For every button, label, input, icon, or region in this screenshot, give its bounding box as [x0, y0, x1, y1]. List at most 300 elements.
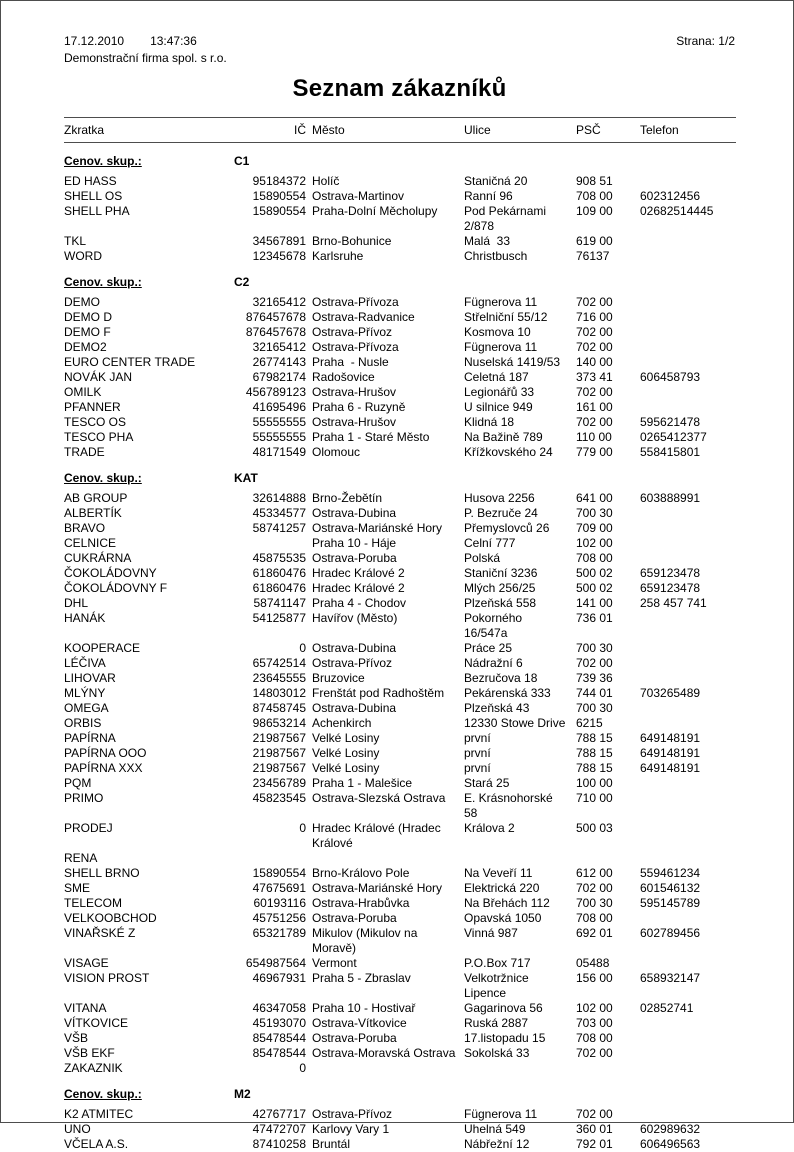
cell-telefon — [640, 551, 736, 566]
cell-ulice: Na Veveří 11 — [464, 866, 533, 880]
cell-zkratka: UNO — [64, 1122, 91, 1136]
cell-ic: 58741147 — [253, 596, 306, 610]
cell-ulice: Mlých 256/25 — [464, 581, 536, 595]
cell-zkratka: VINAŘSKÉ Z — [64, 926, 136, 940]
cell-ic: 21987567 — [252, 761, 306, 775]
customer-row — [64, 566, 736, 581]
cell-psc: 736 01 — [576, 611, 613, 625]
customer-row — [64, 295, 736, 310]
cell-zkratka: K2 ATMITEC — [64, 1107, 134, 1121]
cell-psc: 702 00 — [576, 1107, 613, 1121]
cell-ulice: Fügnerova 11 — [464, 340, 538, 354]
cell-telefon — [640, 851, 736, 866]
cell-psc: 156 00 — [576, 971, 613, 985]
cell-ic: 654987564 — [245, 956, 306, 970]
cell-mesto: Velké Losiny — [312, 731, 380, 745]
cell-ulice: Králova 2 — [464, 821, 515, 835]
cell-ulice: P.O.Box 717 — [464, 956, 531, 970]
cell-zkratka: VELKOOBCHOD — [64, 911, 157, 925]
cell-ic: 32165412 — [252, 340, 306, 354]
customer-row — [64, 400, 736, 415]
customer-row — [64, 521, 736, 536]
cell-mesto: Praha 6 - Ruzyně — [312, 400, 406, 414]
cell-ulice: Ranní 96 — [464, 189, 513, 203]
cell-zkratka: PQM — [64, 776, 92, 790]
cell-telefon: 595621478 — [640, 415, 701, 429]
cell-zkratka: VISAGE — [64, 956, 109, 970]
cell-ulice: Staniční 3236 — [464, 566, 538, 580]
customer-row — [64, 310, 736, 325]
column-header-ulice: Ulice — [464, 118, 576, 143]
cell-ic: 0 — [299, 821, 306, 835]
cell-mesto: Ostrava-Hrušov — [312, 385, 397, 399]
cell-ulice: Celní 777 — [464, 536, 516, 550]
customer-row — [64, 506, 736, 521]
cell-ulice: U silnice 949 — [464, 400, 533, 414]
cell-ulice: Elektrická 220 — [464, 881, 540, 895]
cell-mesto: Ostrava-Mariánské Hory — [312, 521, 443, 535]
cell-psc: 140 00 — [576, 355, 613, 369]
cell-telefon — [640, 821, 736, 851]
cell-zkratka: VŠB — [64, 1031, 89, 1045]
cell-ic: 34567891 — [252, 234, 306, 248]
group-code: M2 — [234, 1087, 251, 1101]
cell-telefon — [640, 355, 736, 370]
customer-row — [64, 340, 736, 355]
cell-telefon: 258 457 741 — [640, 596, 707, 610]
cell-telefon — [640, 310, 736, 325]
cell-telefon: 649148191 — [640, 761, 701, 775]
cell-ic: 87458745 — [252, 701, 306, 715]
column-header-mesto: Město — [312, 118, 464, 143]
cell-ulice: Stará 25 — [464, 776, 510, 790]
customer-row — [64, 926, 736, 956]
cell-telefon — [640, 911, 736, 926]
cell-zkratka: VISION PROST — [64, 971, 150, 985]
cell-mesto — [312, 851, 464, 866]
cell-telefon: 559461234 — [640, 866, 701, 880]
cell-ulice: Na Břehách 112 — [464, 896, 550, 910]
cell-zkratka: LIHOVAR — [64, 671, 116, 685]
cell-telefon — [640, 791, 736, 821]
cell-ic: 12345678 — [252, 249, 306, 263]
cell-ic: 0 — [299, 641, 306, 655]
cell-mesto: Ostrava-Slezská Ostrava — [312, 791, 446, 805]
cell-telefon — [640, 611, 736, 641]
cell-zkratka: AB GROUP — [64, 491, 128, 505]
cell-mesto: Praha 1 - Staré Město — [312, 430, 430, 444]
cell-psc: 708 00 — [576, 551, 613, 565]
cell-ic: 61860476 — [252, 566, 306, 580]
group-header-row — [64, 143, 736, 175]
cell-psc: 141 00 — [576, 596, 613, 610]
customer-row — [64, 536, 736, 551]
cell-zkratka: ALBERTÍK — [64, 506, 122, 520]
cell-ulice: Husova 2256 — [464, 491, 535, 505]
customer-row — [64, 1061, 736, 1076]
customer-row — [64, 611, 736, 641]
cell-psc: 05488 — [576, 956, 610, 970]
cell-ic: 46967931 — [252, 971, 306, 985]
cell-ulice: Sokolská 33 — [464, 1046, 530, 1060]
customer-row — [64, 1016, 736, 1031]
cell-psc: 708 00 — [576, 911, 613, 925]
cell-zkratka: PRODEJ — [64, 821, 113, 835]
cell-psc: 161 00 — [576, 400, 613, 414]
cell-mesto: Brno-Královo Pole — [312, 866, 410, 880]
cell-psc: 708 00 — [576, 1031, 613, 1045]
cell-telefon — [640, 956, 736, 971]
cell-zkratka: NOVÁK JAN — [64, 370, 133, 384]
customer-row — [64, 731, 736, 746]
cell-psc: 710 00 — [576, 791, 613, 805]
cell-mesto: Vermont — [312, 956, 357, 970]
cell-ulice: Křížkovského 24 — [464, 445, 553, 459]
cell-zkratka: SME — [64, 881, 91, 895]
cell-telefon — [640, 506, 736, 521]
cell-telefon: 603888991 — [640, 491, 701, 505]
customer-row — [64, 596, 736, 611]
cell-zkratka: BRAVO — [64, 521, 106, 535]
group-label: Cenov. skup.: — [64, 154, 142, 168]
cell-ulice: Střelniční 55/12 — [464, 310, 548, 324]
cell-telefon — [640, 1046, 736, 1061]
cell-ic: 45193070 — [252, 1016, 306, 1030]
report-datetime — [64, 34, 197, 48]
customer-row — [64, 956, 736, 971]
cell-ic: 45334577 — [252, 506, 306, 520]
cell-mesto: Olomouc — [312, 445, 361, 459]
cell-ic: 55555555 — [252, 415, 306, 429]
cell-ic: 46347058 — [252, 1001, 306, 1015]
cell-zkratka: HANÁK — [64, 611, 106, 625]
cell-ulice: Polská — [464, 551, 501, 565]
cell-mesto: Ostrava-Vítkovice — [312, 1016, 407, 1030]
cell-ulice: Přemyslovců 26 — [464, 521, 550, 535]
cell-zkratka: PFANNER — [64, 400, 121, 414]
cell-mesto: Hradec Králové 2 — [312, 581, 405, 595]
customer-row — [64, 866, 736, 881]
customer-row — [64, 791, 736, 821]
cell-zkratka: OMEGA — [64, 701, 109, 715]
customer-row — [64, 445, 736, 460]
cell-ulice — [464, 851, 576, 866]
cell-telefon — [640, 295, 736, 310]
customer-row — [64, 491, 736, 506]
cell-mesto: Ostrava-Hrabůvka — [312, 896, 410, 910]
cell-ulice: Legionářů 33 — [464, 385, 535, 399]
cell-ic — [234, 536, 312, 551]
cell-mesto: Achenkirch — [312, 716, 372, 730]
cell-psc — [576, 851, 640, 866]
cell-zkratka: ČOKOLÁDOVNY F — [64, 581, 168, 595]
cell-zkratka: TESCO PHA — [64, 430, 134, 444]
cell-telefon — [640, 1016, 736, 1031]
customer-row — [64, 686, 736, 701]
customer-row — [64, 1137, 736, 1152]
cell-telefon: 649148191 — [640, 731, 701, 745]
cell-psc: 700 30 — [576, 641, 613, 655]
cell-psc: 702 00 — [576, 1046, 613, 1060]
company-name: Demonstrační firma spol. s r.o. — [64, 51, 227, 65]
cell-zkratka: PRIMO — [64, 791, 104, 805]
cell-psc: 500 03 — [576, 821, 613, 835]
customer-row — [64, 581, 736, 596]
cell-ic: 21987567 — [252, 746, 306, 760]
cell-ulice: Malá 33 — [464, 234, 511, 248]
cell-psc: 100 00 — [576, 776, 613, 790]
cell-psc: 102 00 — [576, 1001, 613, 1015]
cell-ulice: Klidná 18 — [464, 415, 515, 429]
cell-telefon: 595145789 — [640, 896, 701, 910]
cell-ulice: Uhelná 549 — [464, 1122, 526, 1136]
cell-mesto: Radošovice — [312, 370, 375, 384]
cell-ulice: první — [464, 761, 491, 775]
customer-row — [64, 641, 736, 656]
cell-telefon: 658932147 — [640, 971, 701, 985]
cell-psc: 6215 — [576, 716, 603, 730]
customer-row — [64, 415, 736, 430]
cell-zkratka: ZAKAZNIK — [64, 1061, 123, 1075]
report-time: 13:47:36 — [150, 34, 197, 48]
cell-zkratka: PAPÍRNA OOO — [64, 746, 147, 760]
cell-zkratka: WORD — [64, 249, 102, 263]
cell-telefon — [640, 249, 736, 264]
cell-mesto: Ostrava-Přívoza — [312, 340, 399, 354]
cell-telefon: 602312456 — [640, 189, 701, 203]
cell-ulice: Pod Pekárnami 2/878 — [464, 204, 550, 233]
cell-ulice: Pekárenská 333 — [464, 686, 551, 700]
cell-ic: 0 — [299, 1061, 306, 1075]
cell-ulice: Nádražní 6 — [464, 656, 523, 670]
cell-ic: 876457678 — [245, 310, 306, 324]
cell-psc: 708 00 — [576, 189, 613, 203]
cell-ulice: Bezručova 18 — [464, 671, 538, 685]
cell-mesto: Ostrava-Poruba — [312, 1031, 397, 1045]
cell-ic: 85478544 — [252, 1046, 306, 1060]
cell-mesto — [312, 1061, 464, 1076]
cell-mesto: Bruzovice — [312, 671, 365, 685]
cell-ulice: Christbusch — [464, 249, 528, 263]
cell-mesto: Velké Losiny — [312, 761, 380, 775]
cell-mesto: Praha - Nusle — [312, 355, 389, 369]
customers-table — [64, 117, 736, 1152]
cell-mesto: Karlsruhe — [312, 249, 364, 263]
cell-psc: 788 15 — [576, 731, 613, 745]
customer-row — [64, 1001, 736, 1016]
cell-psc: 373 41 — [576, 370, 613, 384]
cell-mesto: Brno-Žebětín — [312, 491, 383, 505]
cell-ulice: Opavská 1050 — [464, 911, 542, 925]
customer-row — [64, 430, 736, 445]
cell-zkratka: VITANA — [64, 1001, 107, 1015]
group-code: C2 — [234, 275, 250, 289]
group-label: Cenov. skup.: — [64, 471, 142, 485]
cell-psc — [576, 1061, 640, 1076]
cell-mesto: Brno-Bohunice — [312, 234, 392, 248]
cell-ulice: 17.listopadu 15 — [464, 1031, 546, 1045]
customer-row — [64, 821, 736, 851]
customer-row — [64, 1107, 736, 1122]
cell-telefon — [640, 1107, 736, 1122]
report-header — [64, 34, 735, 48]
column-header-zkratka: Zkratka — [64, 118, 234, 143]
cell-psc: 908 51 — [576, 174, 613, 188]
cell-telefon: 558415801 — [640, 445, 701, 459]
cell-telefon: 649148191 — [640, 746, 701, 760]
cell-zkratka: PAPÍRNA XXX — [64, 761, 143, 775]
cell-zkratka: KOOPERACE — [64, 641, 141, 655]
cell-psc: 739 36 — [576, 671, 613, 685]
cell-telefon: 602789456 — [640, 926, 701, 940]
cell-ulice: první — [464, 746, 491, 760]
group-code: C1 — [234, 154, 250, 168]
cell-mesto: Velké Losiny — [312, 746, 380, 760]
customer-row — [64, 1031, 736, 1046]
cell-zkratka: PAPÍRNA — [64, 731, 116, 745]
cell-telefon: 0265412377 — [640, 430, 707, 444]
cell-zkratka: OMILK — [64, 385, 102, 399]
cell-ulice: Vinná 987 — [464, 926, 518, 940]
cell-ic: 47472707 — [252, 1122, 306, 1136]
cell-telefon: 606458793 — [640, 370, 701, 384]
cell-mesto: Havířov (Město) — [312, 611, 398, 625]
cell-ulice: Staničná 20 — [464, 174, 528, 188]
cell-ulice: Nábřežní 12 — [464, 1137, 530, 1151]
cell-ic: 32165412 — [252, 295, 306, 309]
cell-zkratka: DEMO D — [64, 310, 112, 324]
cell-mesto: Hradec Králové 2 — [312, 566, 405, 580]
cell-ic: 15890554 — [252, 204, 306, 218]
cell-ulice: Nuselská 1419/53 — [464, 355, 561, 369]
cell-ic: 85478544 — [252, 1031, 306, 1045]
cell-ulice: Celetná 187 — [464, 370, 529, 384]
cell-mesto: Ostrava-Přívoz — [312, 1107, 393, 1121]
cell-ic: 60193116 — [253, 896, 306, 910]
cell-psc: 500 02 — [576, 566, 613, 580]
cell-zkratka: VČELA A.S. — [64, 1137, 129, 1151]
cell-ulice: Práce 25 — [464, 641, 513, 655]
cell-mesto: Praha 5 - Zbraslav — [312, 971, 411, 985]
customer-row — [64, 851, 736, 866]
cell-psc: 703 00 — [576, 1016, 613, 1030]
cell-telefon — [640, 174, 736, 189]
cell-zkratka: VÍTKOVICE — [64, 1016, 129, 1030]
customer-row — [64, 896, 736, 911]
cell-zkratka: SHELL OS — [64, 189, 123, 203]
customer-row — [64, 656, 736, 671]
cell-mesto: Ostrava-Moravská Ostrava — [312, 1046, 456, 1060]
cell-mesto: Ostrava-Přívoz — [312, 325, 393, 339]
cell-psc: 702 00 — [576, 340, 613, 354]
cell-telefon — [640, 701, 736, 716]
cell-telefon — [640, 325, 736, 340]
cell-ulice: Kosmova 10 — [464, 325, 531, 339]
cell-mesto: Praha 4 - Chodov — [312, 596, 407, 610]
cell-psc: 700 30 — [576, 506, 613, 520]
cell-zkratka: VŠB EKF — [64, 1046, 115, 1060]
cell-zkratka: SHELL BRNO — [64, 866, 140, 880]
cell-zkratka: CELNICE — [64, 536, 117, 550]
cell-psc: 110 00 — [576, 430, 612, 444]
cell-telefon — [640, 234, 736, 249]
cell-zkratka: TKL — [64, 234, 87, 248]
customer-row — [64, 1122, 736, 1137]
cell-zkratka: DHL — [64, 596, 89, 610]
cell-zkratka: TELECOM — [64, 896, 123, 910]
cell-telefon: 659123478 — [640, 581, 701, 595]
cell-telefon: 02852741 — [640, 1001, 694, 1015]
cell-zkratka: RENA — [64, 851, 98, 865]
cell-ic: 45875535 — [252, 551, 306, 565]
cell-psc: 702 00 — [576, 325, 613, 339]
cell-ic: 876457678 — [245, 325, 306, 339]
cell-telefon — [640, 776, 736, 791]
cell-ic: 61860476 — [252, 581, 306, 595]
column-header-ic: IČ — [234, 118, 312, 143]
cell-mesto: Praha 10 - Háje — [312, 536, 397, 550]
cell-zkratka: DEMO F — [64, 325, 111, 339]
cell-psc: 788 15 — [576, 761, 613, 775]
cell-psc: 716 00 — [576, 310, 613, 324]
cell-ulice — [464, 1061, 576, 1076]
cell-mesto: Karlovy Vary 1 — [312, 1122, 390, 1136]
cell-psc: 76137 — [576, 249, 610, 263]
cell-psc: 709 00 — [576, 521, 613, 535]
customer-row — [64, 551, 736, 566]
cell-ic: 65742514 — [252, 656, 306, 670]
cell-ic: 23645555 — [252, 671, 306, 685]
cell-ulice: první — [464, 731, 491, 745]
cell-psc: 360 01 — [576, 1122, 613, 1136]
cell-mesto: Praha 10 - Hostivař — [312, 1001, 416, 1015]
cell-ic: 15890554 — [252, 189, 306, 203]
cell-psc: 744 01 — [576, 686, 613, 700]
report-date: 17.12.2010 — [64, 34, 125, 48]
customer-row — [64, 249, 736, 264]
page-number: Strana: 1/2 — [676, 34, 735, 48]
cell-psc: 692 01 — [576, 926, 613, 940]
cell-ulice: Plzeňská 558 — [464, 596, 537, 610]
cell-psc: 702 00 — [576, 415, 613, 429]
cell-ic — [234, 851, 312, 866]
customer-row — [64, 881, 736, 896]
cell-ulice: 12330 Stowe Drive — [464, 716, 566, 730]
cell-mesto: Ostrava-Hrušov — [312, 415, 397, 429]
cell-psc: 702 00 — [576, 881, 613, 895]
cell-ic: 48171549 — [252, 445, 306, 459]
cell-psc: 109 00 — [576, 204, 613, 218]
customer-row — [64, 355, 736, 370]
customer-row — [64, 971, 736, 1001]
cell-mesto: Holíč — [312, 174, 340, 188]
column-header-psc: PSČ — [576, 118, 640, 143]
customer-row — [64, 761, 736, 776]
customer-row — [64, 234, 736, 249]
cell-ulice: Pokorného 16/547a — [464, 611, 526, 640]
cell-psc: 612 00 — [576, 866, 613, 880]
cell-zkratka: MLÝNY — [64, 686, 106, 700]
cell-psc: 102 00 — [576, 536, 613, 550]
group-code: KAT — [234, 471, 258, 485]
cell-mesto: Ostrava-Dubina — [312, 641, 397, 655]
cell-ulice: Gagarinova 56 — [464, 1001, 543, 1015]
report-title: Seznam zákazníků — [292, 75, 507, 102]
cell-telefon: 606496563 — [640, 1137, 701, 1151]
cell-mesto: Ostrava-Dubina — [312, 506, 397, 520]
cell-zkratka: CUKRÁRNA — [64, 551, 132, 565]
cell-zkratka: ED HASS — [64, 174, 117, 188]
